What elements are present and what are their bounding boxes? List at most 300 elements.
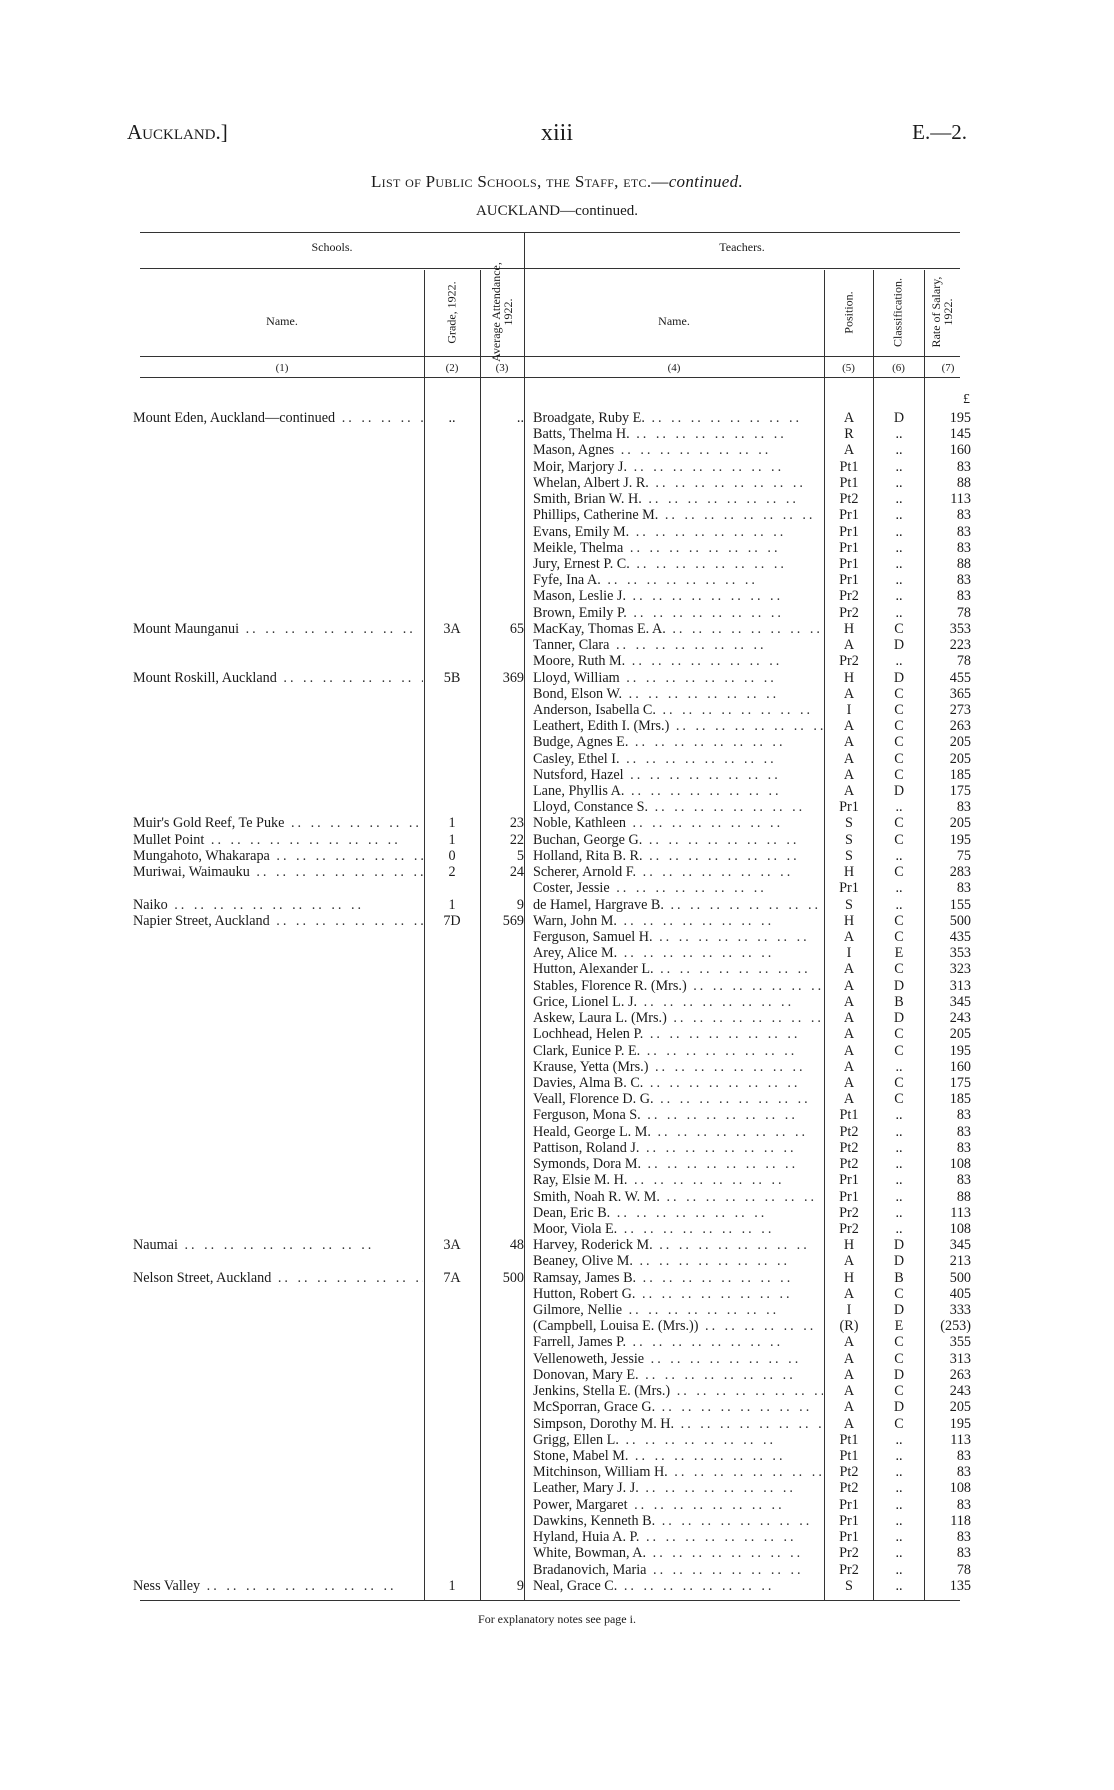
- table-row: [0, 507, 1114, 523]
- classification-cell: C: [894, 1074, 904, 1091]
- position-cell: A: [843, 734, 855, 751]
- teacher-cell: Arey, Alice M. .. ..: [533, 945, 823, 961]
- teacher-cell: Moor, Viola E. .. ..: [533, 1221, 823, 1237]
- salary-cell: 313: [949, 977, 971, 994]
- teacher-cell: Krause, Yetta (Mrs.) .. ..: [533, 1059, 823, 1075]
- salary-cell: 243: [949, 1010, 971, 1027]
- table-row: [0, 1334, 1114, 1350]
- position-cell: Pr1: [839, 539, 859, 556]
- position-cell: I: [846, 701, 852, 718]
- colnum-3: (3): [495, 362, 509, 374]
- table-row: [0, 1448, 1114, 1464]
- salary-cell: 83: [956, 1139, 971, 1156]
- table-row: [0, 572, 1114, 588]
- position-cell: H: [843, 1237, 855, 1254]
- table-row: [0, 1140, 1114, 1156]
- table-row: [0, 1221, 1114, 1237]
- classification-cell: C: [894, 815, 904, 832]
- attendance-cell: 5: [516, 847, 524, 864]
- salary-cell: 345: [949, 1237, 971, 1254]
- classification-cell: ..: [895, 555, 903, 572]
- classification-cell: C: [894, 685, 904, 702]
- grade-heading: Grade, 1922.: [444, 281, 459, 344]
- position-cell: Pt2: [839, 1156, 859, 1173]
- salary-cell: 175: [949, 783, 971, 800]
- table-row: [0, 1302, 1114, 1318]
- classification-cell: ..: [895, 880, 903, 897]
- position-cell: A: [843, 685, 855, 702]
- teacher-cell: Harvey, Roderick M. .. ..: [533, 1237, 823, 1253]
- salary-cell: 405: [949, 1285, 971, 1302]
- classification-cell: ..: [895, 653, 903, 670]
- position-cell: Pt2: [839, 1464, 859, 1481]
- position-cell: Pt2: [839, 1480, 859, 1497]
- classification-cell: C: [894, 1350, 904, 1367]
- position-cell: Pt2: [839, 1123, 859, 1140]
- teacher-cell: Hutton, Robert G. .. ..: [533, 1286, 823, 1302]
- school-cell: Naumai .. ..: [133, 1237, 423, 1253]
- table-row: [0, 491, 1114, 507]
- teacher-cell: Warn, John M. .. ..: [533, 913, 823, 929]
- grade-cell: 7D: [443, 912, 461, 929]
- salary-cell: 78: [956, 604, 971, 621]
- classification-cell: ..: [895, 1058, 903, 1075]
- teacher-cell: Lloyd, William .. ..: [533, 670, 823, 686]
- teacher-cell: Gilmore, Nellie .. ..: [533, 1302, 823, 1318]
- classification-cell: ..: [895, 1123, 903, 1140]
- salary-cell: 355: [949, 1334, 971, 1351]
- table-row: [0, 524, 1114, 540]
- table-row: [0, 799, 1114, 815]
- position-cell: A: [843, 977, 855, 994]
- table-row: [0, 1464, 1114, 1480]
- position-cell: A: [843, 1074, 855, 1091]
- title-continued: continued.: [668, 172, 743, 191]
- teacher-cell: Heald, George L. M. .. ..: [533, 1124, 823, 1140]
- table-row: [0, 1497, 1114, 1513]
- position-cell: A: [843, 1366, 855, 1383]
- table-row: [0, 1318, 1114, 1334]
- teacher-cell: Smith, Brian W. H. .. ..: [533, 491, 823, 507]
- teacher-cell: Batts, Thelma H. .. ..: [533, 426, 823, 442]
- classification-cell: C: [894, 701, 904, 718]
- school-cell: Nelson Street, Auckland .. ..: [133, 1270, 423, 1286]
- classification-cell: C: [894, 1091, 904, 1108]
- position-cell: A: [843, 1285, 855, 1302]
- rule-group: [140, 268, 960, 269]
- table-row: [0, 751, 1114, 767]
- page-title: [0, 172, 1114, 192]
- table-row: [0, 1545, 1114, 1561]
- rule-body: [140, 377, 960, 378]
- salary-cell: 83: [956, 1496, 971, 1513]
- teacher-cell: MacKay, Thomas E. A. .. ..: [533, 621, 823, 637]
- position-cell: H: [843, 669, 855, 686]
- salary-cell: 353: [949, 945, 971, 962]
- classification-cell: D: [893, 1302, 905, 1319]
- salary-cell: 263: [949, 718, 971, 735]
- classification-cell: ..: [895, 491, 903, 508]
- table-row: [0, 621, 1114, 637]
- salary-cell: 78: [956, 1561, 971, 1578]
- table-row: [0, 783, 1114, 799]
- salary-cell: 155: [949, 896, 971, 913]
- classification-cell: ..: [895, 442, 903, 459]
- classification-cell: C: [894, 718, 904, 735]
- teacher-cell: de Hamel, Hargrave B. .. ..: [533, 897, 823, 913]
- staff-table-body: [0, 410, 1114, 1594]
- position-cell: Pr1: [839, 572, 859, 589]
- teacher-cell: Stables, Florence R. (Mrs.) .. ..: [533, 978, 823, 994]
- table-row: [0, 1383, 1114, 1399]
- table-row: [0, 637, 1114, 653]
- classification-cell: D: [893, 977, 905, 994]
- colnum-2: (2): [445, 362, 459, 374]
- attendance-cell: 23: [509, 815, 524, 832]
- teacher-cell: Tanner, Clara .. ..: [533, 637, 823, 653]
- salary-cell: 88: [956, 474, 971, 491]
- classification-cell: ..: [895, 588, 903, 605]
- position-cell: A: [843, 1350, 855, 1367]
- classification-cell: D: [893, 1399, 905, 1416]
- table-row: [0, 1237, 1114, 1253]
- classification-cell: ..: [895, 426, 903, 443]
- classification-cell: E: [894, 945, 904, 962]
- position-cell: Pt1: [839, 458, 859, 475]
- attendance-cell: 22: [509, 831, 524, 848]
- teacher-cell: Leather, Mary J. J. .. ..: [533, 1480, 823, 1496]
- table-row: [0, 1043, 1114, 1059]
- salary-cell: 83: [956, 539, 971, 556]
- table-row: [0, 459, 1114, 475]
- salary-cell: 223: [949, 637, 971, 654]
- teacher-cell: Vellenoweth, Jessie .. ..: [533, 1351, 823, 1367]
- position-cell: (R): [839, 1318, 859, 1335]
- table-row: [0, 1107, 1114, 1123]
- salary-cell: 333: [949, 1302, 971, 1319]
- school-cell: Mount Roskill, Auckland .. ..: [133, 670, 423, 686]
- salary-cell: (253): [940, 1318, 971, 1335]
- position-cell: A: [843, 1010, 855, 1027]
- table-row: [0, 653, 1114, 669]
- grade-cell: 1: [448, 831, 456, 848]
- salary-cell: 83: [956, 1107, 971, 1124]
- teacher-cell: Symonds, Dora M. .. ..: [533, 1156, 823, 1172]
- header-region: Auckland.]: [127, 120, 228, 144]
- salary-cell: 108: [949, 1480, 971, 1497]
- teacher-cell: Moore, Ruth M. .. ..: [533, 653, 823, 669]
- attendance-cell: ..: [516, 410, 524, 426]
- teacher-cell: Coster, Jessie .. ..: [533, 880, 823, 896]
- salary-cell: 345: [949, 993, 971, 1010]
- table-row: [0, 1189, 1114, 1205]
- document-code: E.—2.: [912, 120, 967, 144]
- position-cell: A: [843, 1415, 855, 1432]
- teacher-cell: Veall, Florence D. G. .. ..: [533, 1091, 823, 1107]
- position-cell: S: [845, 831, 853, 848]
- teacher-cell: Simpson, Dorothy M. H. .. ..: [533, 1416, 823, 1432]
- classification-cell: ..: [895, 1204, 903, 1221]
- teacher-cell: Clark, Eunice P. E. .. ..: [533, 1043, 823, 1059]
- teacher-cell: Pattison, Roland J. .. ..: [533, 1140, 823, 1156]
- attendance-cell: 9: [516, 1577, 524, 1594]
- table-row: [0, 1026, 1114, 1042]
- teacher-cell: Jenkins, Stella E. (Mrs.) .. ..: [533, 1383, 823, 1399]
- salary-cell: 185: [949, 766, 971, 783]
- position-cell: A: [843, 766, 855, 783]
- position-cell: A: [843, 718, 855, 735]
- teacher-cell: Fyfe, Ina A. .. ..: [533, 572, 823, 588]
- position-cell: Pt2: [839, 491, 859, 508]
- teacher-cell: Moir, Marjory J. .. ..: [533, 459, 823, 475]
- table-row: [0, 442, 1114, 458]
- position-cell: Pr2: [839, 653, 859, 670]
- rule-numbers: [140, 356, 960, 357]
- position-cell: A: [843, 410, 855, 426]
- table-row: [0, 588, 1114, 604]
- position-cell: Pt1: [839, 474, 859, 491]
- classification-cell: D: [893, 783, 905, 800]
- title-main: List of Public Schools, the Staff, etc.—: [370, 172, 669, 191]
- school-cell: Mullet Point .. ..: [133, 832, 423, 848]
- position-cell: A: [843, 1026, 855, 1043]
- position-cell: Pr1: [839, 523, 859, 540]
- position-cell: S: [845, 847, 853, 864]
- position-cell: A: [843, 1042, 855, 1059]
- salary-cell: 323: [949, 961, 971, 978]
- school-cell: Mount Maunganui .. ..: [133, 621, 423, 637]
- salary-cell: 353: [949, 620, 971, 637]
- classification-cell: ..: [895, 458, 903, 475]
- attendance-cell: 569: [502, 912, 524, 929]
- position-cell: A: [843, 750, 855, 767]
- table-row: [0, 1059, 1114, 1075]
- salary-cell: 88: [956, 1188, 971, 1205]
- teacher-cell: Jury, Ernest P. C. .. ..: [533, 556, 823, 572]
- table-row: [0, 686, 1114, 702]
- table-row: [0, 1562, 1114, 1578]
- table-row: [0, 426, 1114, 442]
- table-row: [0, 945, 1114, 961]
- teacher-cell: Brown, Emily P. .. ..: [533, 605, 823, 621]
- position-cell: S: [845, 1577, 853, 1594]
- table-row: [0, 1432, 1114, 1448]
- teacher-cell: Neal, Grace C. .. ..: [533, 1578, 823, 1594]
- grade-cell: 1: [448, 815, 456, 832]
- position-cell: I: [846, 945, 852, 962]
- salary-cell: 213: [949, 1253, 971, 1270]
- position-cell: H: [843, 1269, 855, 1286]
- table-row: [0, 897, 1114, 913]
- classification-cell: ..: [895, 1464, 903, 1481]
- salary-cell: 108: [949, 1156, 971, 1173]
- position-cell: Pr1: [839, 1188, 859, 1205]
- position-cell: I: [846, 1302, 852, 1319]
- table-row: [0, 1091, 1114, 1107]
- salary-cell: 500: [949, 1269, 971, 1286]
- teacher-cell: Ferguson, Samuel H. .. ..: [533, 929, 823, 945]
- position-cell: H: [843, 864, 855, 881]
- position-heading: Position.: [841, 291, 856, 334]
- table-row: [0, 929, 1114, 945]
- classification-cell: ..: [895, 1545, 903, 1562]
- teacher-cell: Mason, Leslie J. .. ..: [533, 588, 823, 604]
- teacher-cell: Broadgate, Ruby E. .. ..: [533, 410, 823, 426]
- table-row: [0, 848, 1114, 864]
- classification-cell: ..: [895, 1512, 903, 1529]
- teacher-cell: Meikle, Thelma .. ..: [533, 540, 823, 556]
- classification-cell: ..: [895, 1220, 903, 1237]
- classification-cell: C: [894, 961, 904, 978]
- table-row: [0, 1205, 1114, 1221]
- salary-cell: 500: [949, 912, 971, 929]
- grade-cell: 0: [448, 847, 456, 864]
- grade-cell: 1: [448, 1577, 456, 1594]
- position-cell: A: [843, 1253, 855, 1270]
- position-cell: Pr1: [839, 507, 859, 524]
- teacher-cell: Beaney, Olive M. .. ..: [533, 1253, 823, 1269]
- classification-cell: D: [893, 410, 905, 426]
- position-cell: A: [843, 783, 855, 800]
- salary-cell: 273: [949, 701, 971, 718]
- salary-cell: 88: [956, 555, 971, 572]
- school-cell: Muir's Gold Reef, Te Puke .. ..: [133, 815, 423, 831]
- classification-cell: ..: [895, 1448, 903, 1464]
- table-row: [0, 556, 1114, 572]
- classification-cell: D: [893, 1253, 905, 1270]
- classification-cell: ..: [895, 847, 903, 864]
- salary-cell: 83: [956, 1545, 971, 1562]
- table-row: [0, 815, 1114, 831]
- schools-heading: Schools.: [311, 240, 353, 254]
- position-cell: Pr2: [839, 1545, 859, 1562]
- salary-cell: 455: [949, 669, 971, 686]
- teacher-cell: McSporran, Grace G. .. ..: [533, 1399, 823, 1415]
- salary-cell: 195: [949, 1415, 971, 1432]
- teacher-cell: Casley, Ethel I. .. ..: [533, 751, 823, 767]
- salary-cell: 83: [956, 523, 971, 540]
- table-row: [0, 1010, 1114, 1026]
- currency-symbol: £: [963, 392, 970, 407]
- teacher-cell: Grice, Lionel L. J. .. ..: [533, 994, 823, 1010]
- position-cell: Pr2: [839, 1561, 859, 1578]
- table-row: [0, 832, 1114, 848]
- salary-cell: 185: [949, 1091, 971, 1108]
- classification-cell: ..: [895, 474, 903, 491]
- school-cell: Ness Valley .. ..: [133, 1578, 423, 1594]
- teacher-cell: White, Bowman, A. .. ..: [533, 1545, 823, 1561]
- colnum-1: (1): [275, 362, 289, 374]
- classification-cell: C: [894, 750, 904, 767]
- classification-cell: ..: [895, 604, 903, 621]
- classification-cell: ..: [895, 1480, 903, 1497]
- teacher-cell: Davies, Alma B. C. .. ..: [533, 1075, 823, 1091]
- table-row: [0, 1253, 1114, 1269]
- position-cell: A: [843, 993, 855, 1010]
- teacher-cell: Grigg, Ellen L. .. ..: [533, 1432, 823, 1448]
- teacher-cell: Hyland, Huia A. P. .. ..: [533, 1529, 823, 1545]
- table-row: [0, 1416, 1114, 1432]
- teacher-cell: Budge, Agnes E. .. ..: [533, 734, 823, 750]
- table-row: [0, 1529, 1114, 1545]
- classification-cell: D: [893, 669, 905, 686]
- position-cell: R: [844, 426, 854, 443]
- table-row: [0, 994, 1114, 1010]
- classification-cell: ..: [895, 572, 903, 589]
- teacher-cell: Farrell, James P. .. ..: [533, 1334, 823, 1350]
- teacher-cell: Mason, Agnes .. ..: [533, 442, 823, 458]
- position-cell: Pr2: [839, 588, 859, 605]
- salary-cell: 365: [949, 685, 971, 702]
- teacher-cell: Stone, Mabel M. .. ..: [533, 1448, 823, 1464]
- table-row: [0, 718, 1114, 734]
- attendance-cell: 24: [509, 864, 524, 881]
- position-cell: S: [845, 896, 853, 913]
- classification-cell: ..: [895, 1188, 903, 1205]
- salary-cell: 83: [956, 880, 971, 897]
- table-row: [0, 1351, 1114, 1367]
- table-row: [0, 1367, 1114, 1383]
- grade-cell: 1: [448, 896, 456, 913]
- attendance-heading: [490, 262, 514, 362]
- table-row: [0, 1399, 1114, 1415]
- salary-cell: 135: [949, 1577, 971, 1594]
- position-cell: Pr1: [839, 1496, 859, 1513]
- teacher-cell: Bradanovich, Maria .. ..: [533, 1562, 823, 1578]
- salary-cell: 195: [949, 1042, 971, 1059]
- position-cell: A: [843, 1383, 855, 1400]
- attendance-cell: 48: [509, 1237, 524, 1254]
- classification-cell: C: [894, 831, 904, 848]
- salary-cell: 75: [956, 847, 971, 864]
- colnum-4: (4): [667, 362, 681, 374]
- teacher-cell: Anderson, Isabella C. .. ..: [533, 702, 823, 718]
- table-row: [0, 1578, 1114, 1594]
- classification-cell: D: [893, 1010, 905, 1027]
- salary-cell: 313: [949, 1350, 971, 1367]
- teacher-cell: Mitchinson, William H. .. ..: [533, 1464, 823, 1480]
- rule-bottom: [140, 1600, 960, 1601]
- salary-cell: 113: [950, 1204, 971, 1221]
- table-row: [0, 961, 1114, 977]
- salary-cell: 160: [949, 1058, 971, 1075]
- classification-cell: C: [894, 766, 904, 783]
- classification-cell: C: [894, 1415, 904, 1432]
- salary-heading: [930, 262, 954, 362]
- table-row: [0, 475, 1114, 491]
- classification-cell: C: [894, 912, 904, 929]
- salary-cell: 83: [956, 458, 971, 475]
- table-row: [0, 1156, 1114, 1172]
- teacher-name-heading: Name.: [658, 314, 690, 328]
- classification-cell: ..: [895, 523, 903, 540]
- position-cell: Pr1: [839, 880, 859, 897]
- salary-cell: 160: [949, 442, 971, 459]
- classification-cell: C: [894, 734, 904, 751]
- grade-cell: 5B: [443, 669, 461, 686]
- classification-cell: ..: [895, 1139, 903, 1156]
- classification-cell: C: [894, 1042, 904, 1059]
- salary-cell: 205: [949, 734, 971, 751]
- position-cell: A: [843, 637, 855, 654]
- teachers-heading: Teachers.: [719, 240, 765, 254]
- grade-cell: 2: [448, 864, 456, 881]
- teacher-cell: Askew, Laura L. (Mrs.) .. ..: [533, 1010, 823, 1026]
- salary-cell: 113: [950, 491, 971, 508]
- table-row: [0, 1513, 1114, 1529]
- salary-cell: 83: [956, 799, 971, 816]
- position-cell: H: [843, 620, 855, 637]
